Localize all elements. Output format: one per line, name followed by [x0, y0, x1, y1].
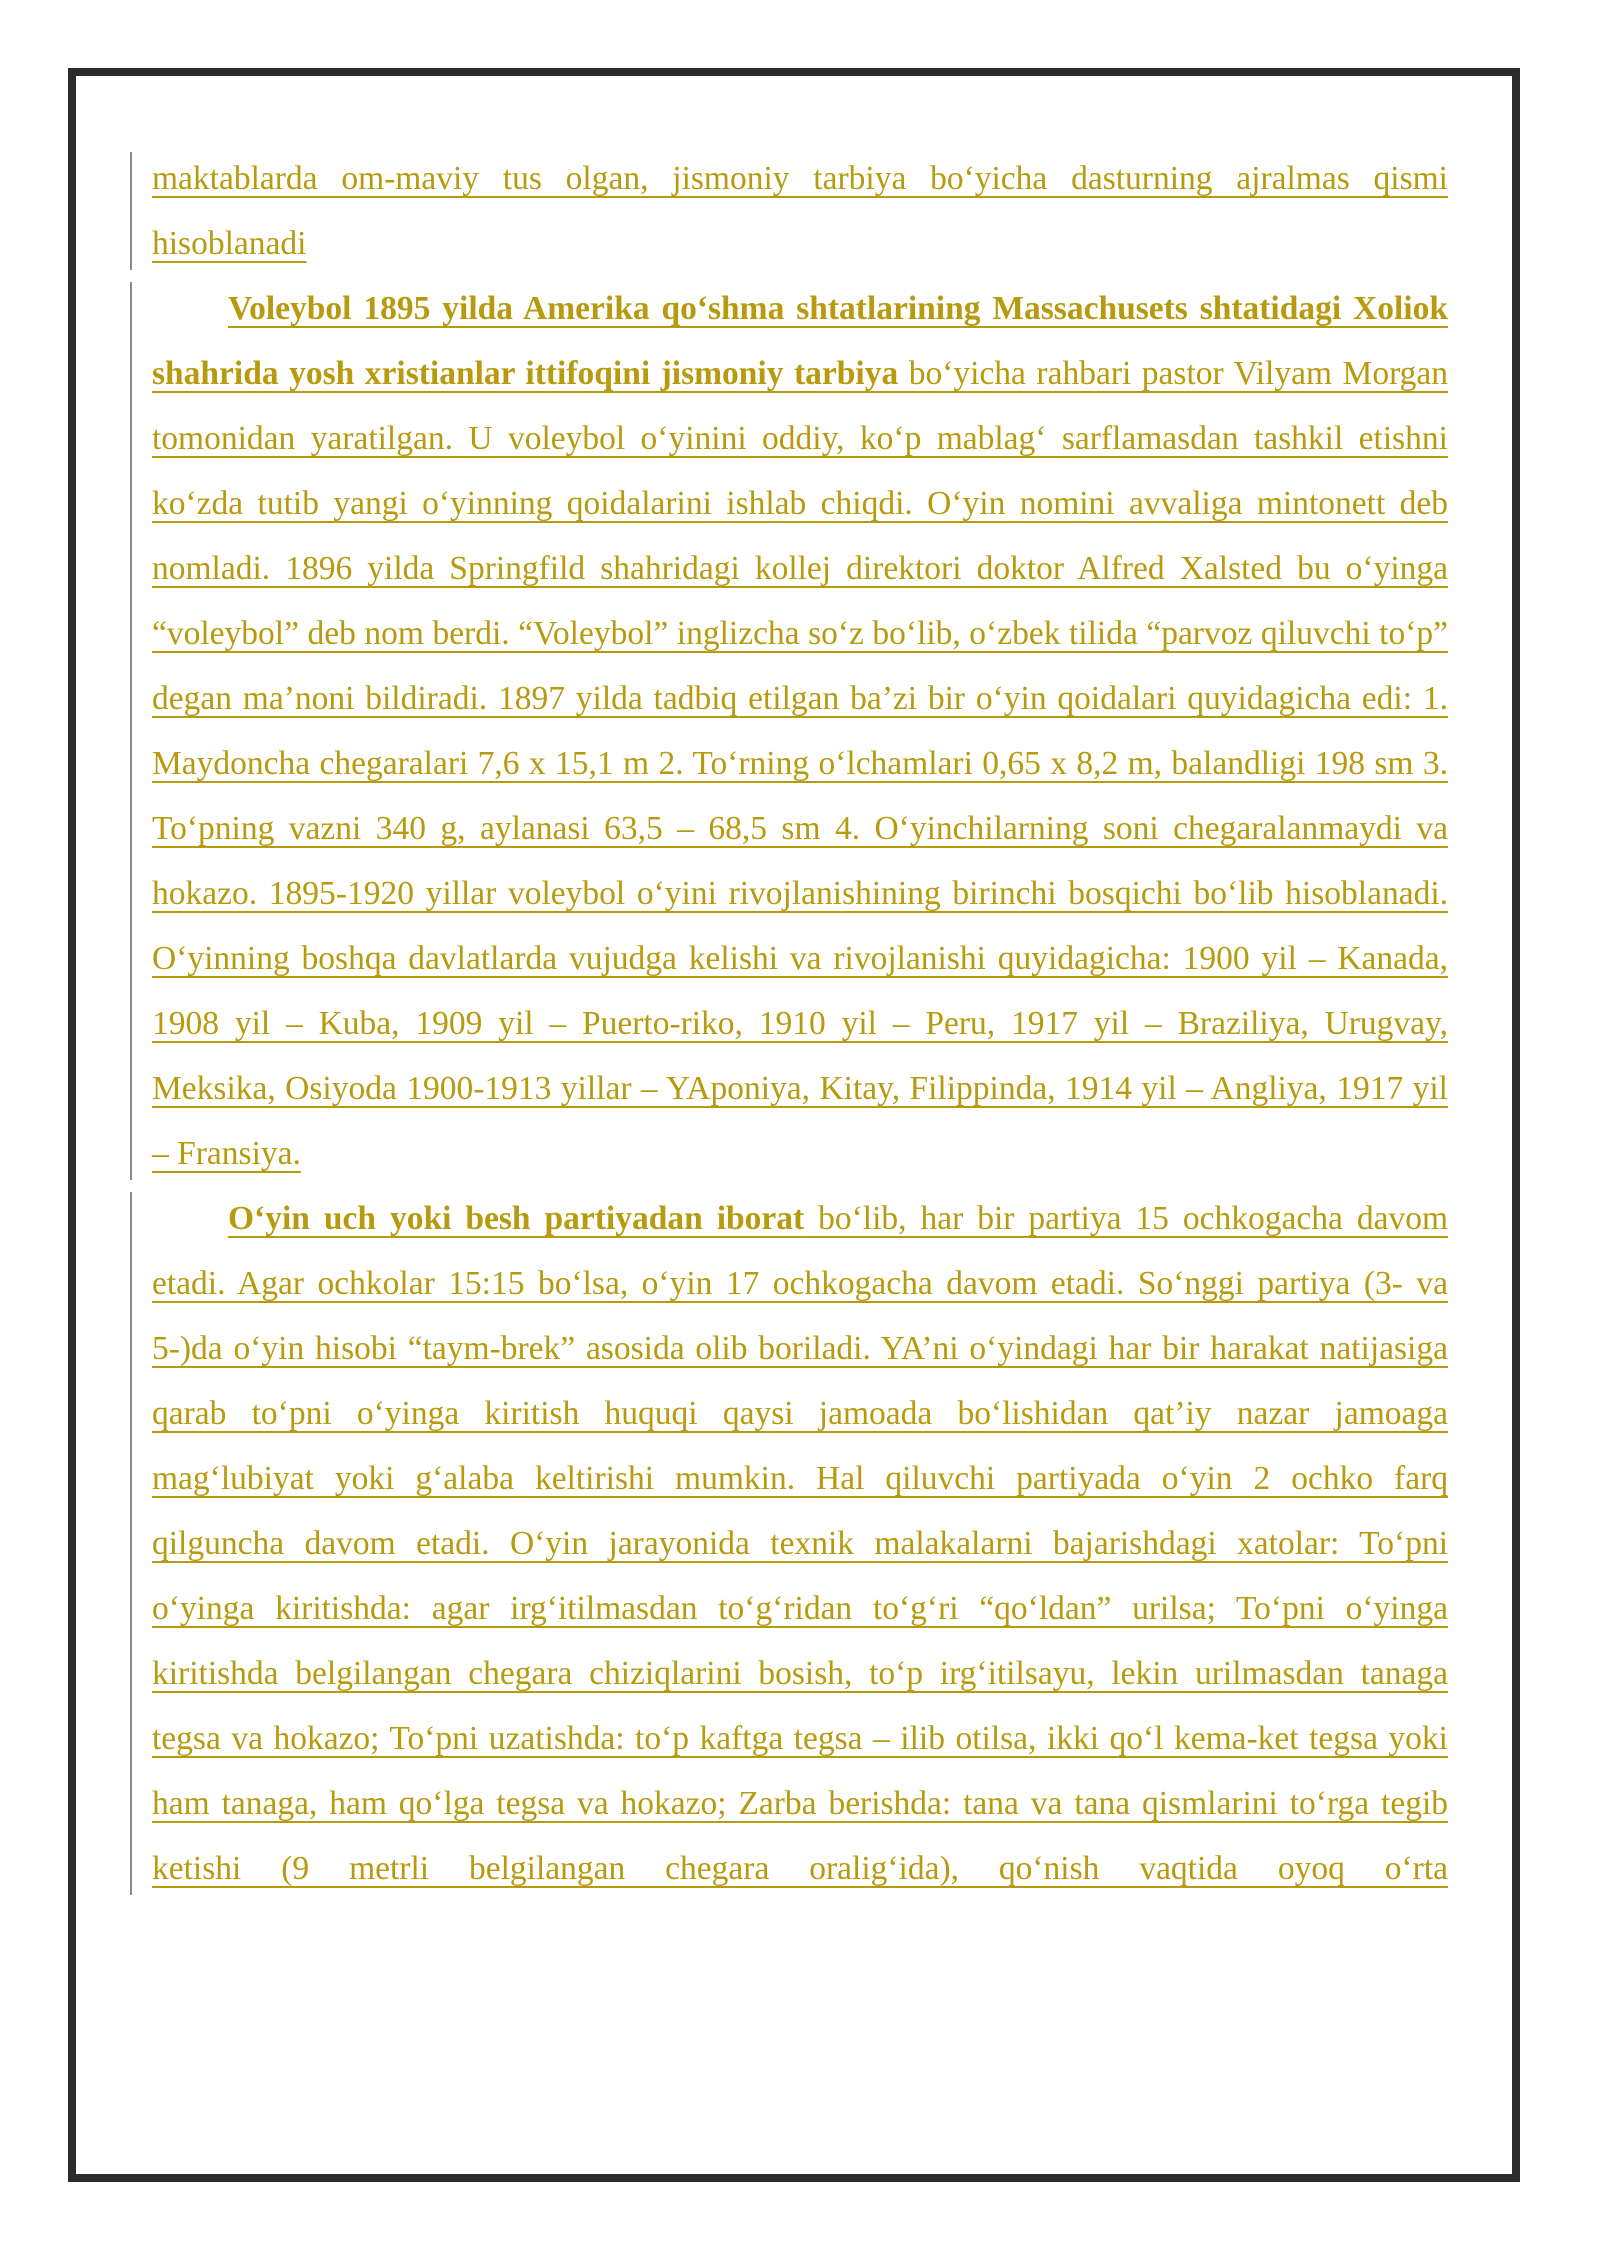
- paragraph-3: [152, 1186, 1448, 1901]
- document-body: [152, 146, 1448, 1901]
- paragraph-1-text: maktablarda om-maviy tus olgan, jismoniy tarbiya bo‘yicha dasturning ajralmas qismi hisoblanadi: [152, 160, 1448, 262]
- paragraph-3-bold: O‘yin uch yoki besh partiyadan iborat: [228, 1200, 805, 1237]
- paragraph-2-text: bo‘yicha rahbari pastor Vilyam Morgan tomonidan yaratilgan. U voleybol o‘yinini oddiy, ko‘p mablag‘ sarflamasdan tashkil etishni ko‘zda tutib yangi o‘yinning qoidalarini ishlab chiqdi. O‘yin nomini avvaliga mintonett deb nomladi. 1896 yilda Springfild shahridagi kollej direktori doktor Alfred Xalsted bu o‘yinga “voleybol” deb nom berdi. “Voleybol” inglizcha so‘z bo‘lib, o‘zbek tilida “parvoz qiluvchi to‘p” degan ma’noni bildiradi. 1897 yilda tadbiq etilgan ba’zi bir o‘yin qoidalari quyidagicha edi: 1. Maydoncha chegaralari 7,6 x 15,1 m 2. To‘rning o‘lchamlari 0,65 x 8,2 m, balandligi 198 sm 3. To‘pning vazni 340 g, aylanasi 63,5 – 68,5 sm 4. O‘yinchilarning soni chegaralanmaydi va hokazo. 1895-1920 yillar voleybol o‘yini rivojlanishining birinchi bosqichi bo‘lib hisoblanadi. O‘yinning boshqa davlatlarda vujudga kelishi va rivojlanishi quyidagicha: 1900 yil – Kanada, 1908 yil – Kuba, 1909 yil – Puerto-riko, 1910 yil – Peru, 1917 yil – Braziliya, Urugvay, Meksika, Osiyoda 1900-1913 yillar – YAponiya, Kitay, Filippinda, 1914 yil – Angliya, 1917 yil – Fransiya.: [152, 355, 1449, 1172]
- paragraph-1: [152, 146, 1448, 276]
- paragraph-3-text: bo‘lib, har bir partiya 15 ochkogacha davom etadi. Agar ochkolar 15:15 bo‘lsa, o‘yin 17 ochkogacha davom etadi. So‘nggi partiya (3- va 5-)da o‘yin hisobi “taym-brek” asosida olib boriladi. YA’ni o‘yindagi har bir harakat natijasiga qarab to‘pni o‘yinga kiritish huquqi qaysi jamoada bo‘lishidan qat’iy nazar jamoaga mag‘lubiyat yoki g‘alaba keltirishi mumkin. Hal qiluvchi partiyada o‘yin 2 ochko farq qilguncha davom etadi. O‘yin jarayonida texnik malakalarni bajarishdagi xatolar: To‘pni o‘yinga kiritishda: agar irg‘itilmasdan to‘g‘ridan to‘g‘ri “qo‘ldan” urilsa; To‘pni o‘yinga kiritishda belgilangan chegara chiziqlarini bosish, to‘p irg‘itilsayu, lekin urilmasdan tanaga tegsa va hokazo; To‘pni uzatishda: to‘p kaftga tegsa – ilib otilsa, ikki qo‘l kema-ket tegsa yoki ham tanaga, ham qo‘lga tegsa va hokazo; Zarba berishda: tana va tana qismlarini to‘rga tegib ketishi (9 metrli belgilangan chegara oralig‘ida), qo‘nish vaqtida oyoq o‘rta: [152, 1200, 1448, 1887]
- paragraph-2: [152, 276, 1448, 1186]
- paragraph-2-bold: Voleybol 1895 yilda Amerika qo‘shma shtatlarining Massachusets shtatidagi Xoliok shahrida yosh xristianlar ittifoqini jismoniy tarbiya: [152, 290, 1448, 392]
